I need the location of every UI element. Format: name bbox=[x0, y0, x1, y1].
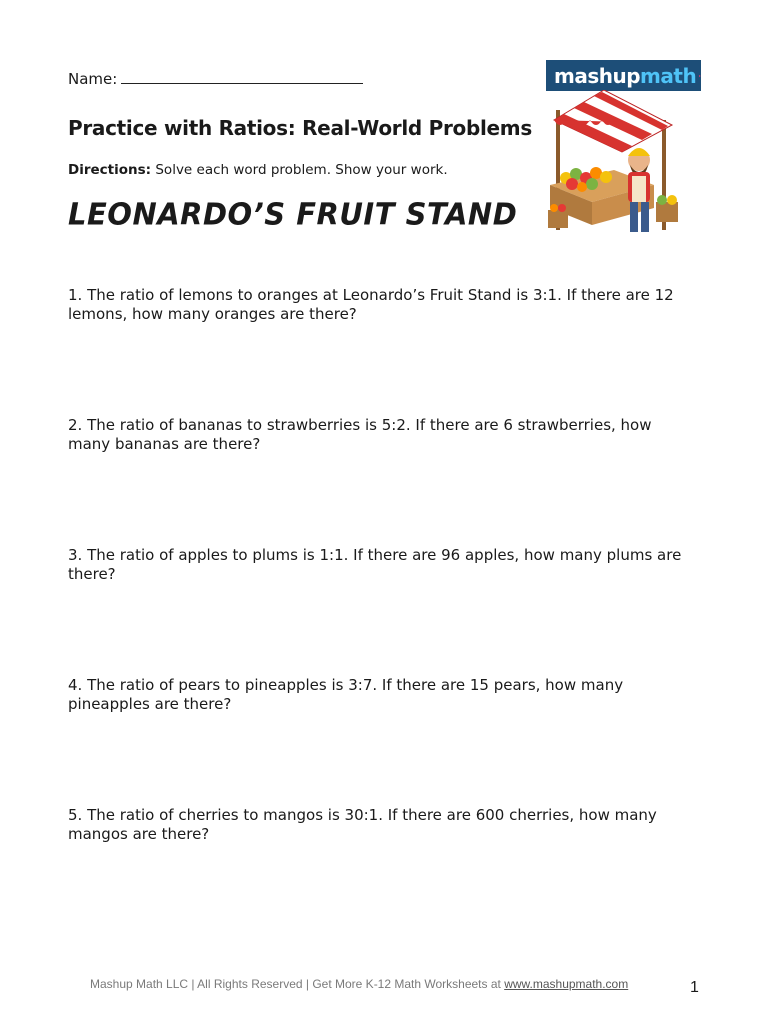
question-2: 2. The ratio of bananas to strawberries is 5:2. If there are 6 strawberries, how many bananas are there? bbox=[68, 416, 652, 453]
fruit-stand-heading: LEONARDO’S FRUIT STAND bbox=[68, 196, 518, 232]
directions-text: Solve each word problem. Show your work. bbox=[155, 162, 448, 178]
logo-word-b: math bbox=[640, 63, 697, 88]
play-icon bbox=[699, 67, 701, 85]
mashup-math-logo bbox=[546, 60, 701, 91]
logo-word-a: mashup bbox=[554, 63, 641, 88]
name-blank-line bbox=[121, 71, 363, 84]
footer-link[interactable]: www.mashupmath.com bbox=[504, 977, 629, 991]
name-label: Name: bbox=[68, 70, 118, 88]
footer-text: Mashup Math LLC | All Rights Reserved | Get More K-12 Math Worksheets at bbox=[90, 977, 505, 991]
footer bbox=[90, 977, 628, 991]
page-number: 1 bbox=[690, 979, 699, 996]
name-field bbox=[68, 70, 363, 88]
question-3: 3. The ratio of apples to plums is 1:1. If there are 96 apples, how many plums are there? bbox=[68, 546, 682, 583]
directions bbox=[68, 162, 448, 178]
fruit-stand-illustration bbox=[544, 90, 684, 250]
question-5: 5. The ratio of cherries to mangos is 30:1. If there are 600 cherries, how many mangos are there? bbox=[68, 806, 657, 843]
worksheet-title: Practice with Ratios: Real-World Problems bbox=[68, 116, 532, 140]
question-4: 4. The ratio of pears to pineapples is 3:7. If there are 15 pears, how many pineapples are there? bbox=[68, 676, 624, 713]
directions-label: Directions: bbox=[68, 162, 152, 178]
question-1: 1. The ratio of lemons to oranges at Leonardo’s Fruit Stand is 3:1. If there are 12 lemons, how many oranges are there? bbox=[68, 286, 674, 323]
